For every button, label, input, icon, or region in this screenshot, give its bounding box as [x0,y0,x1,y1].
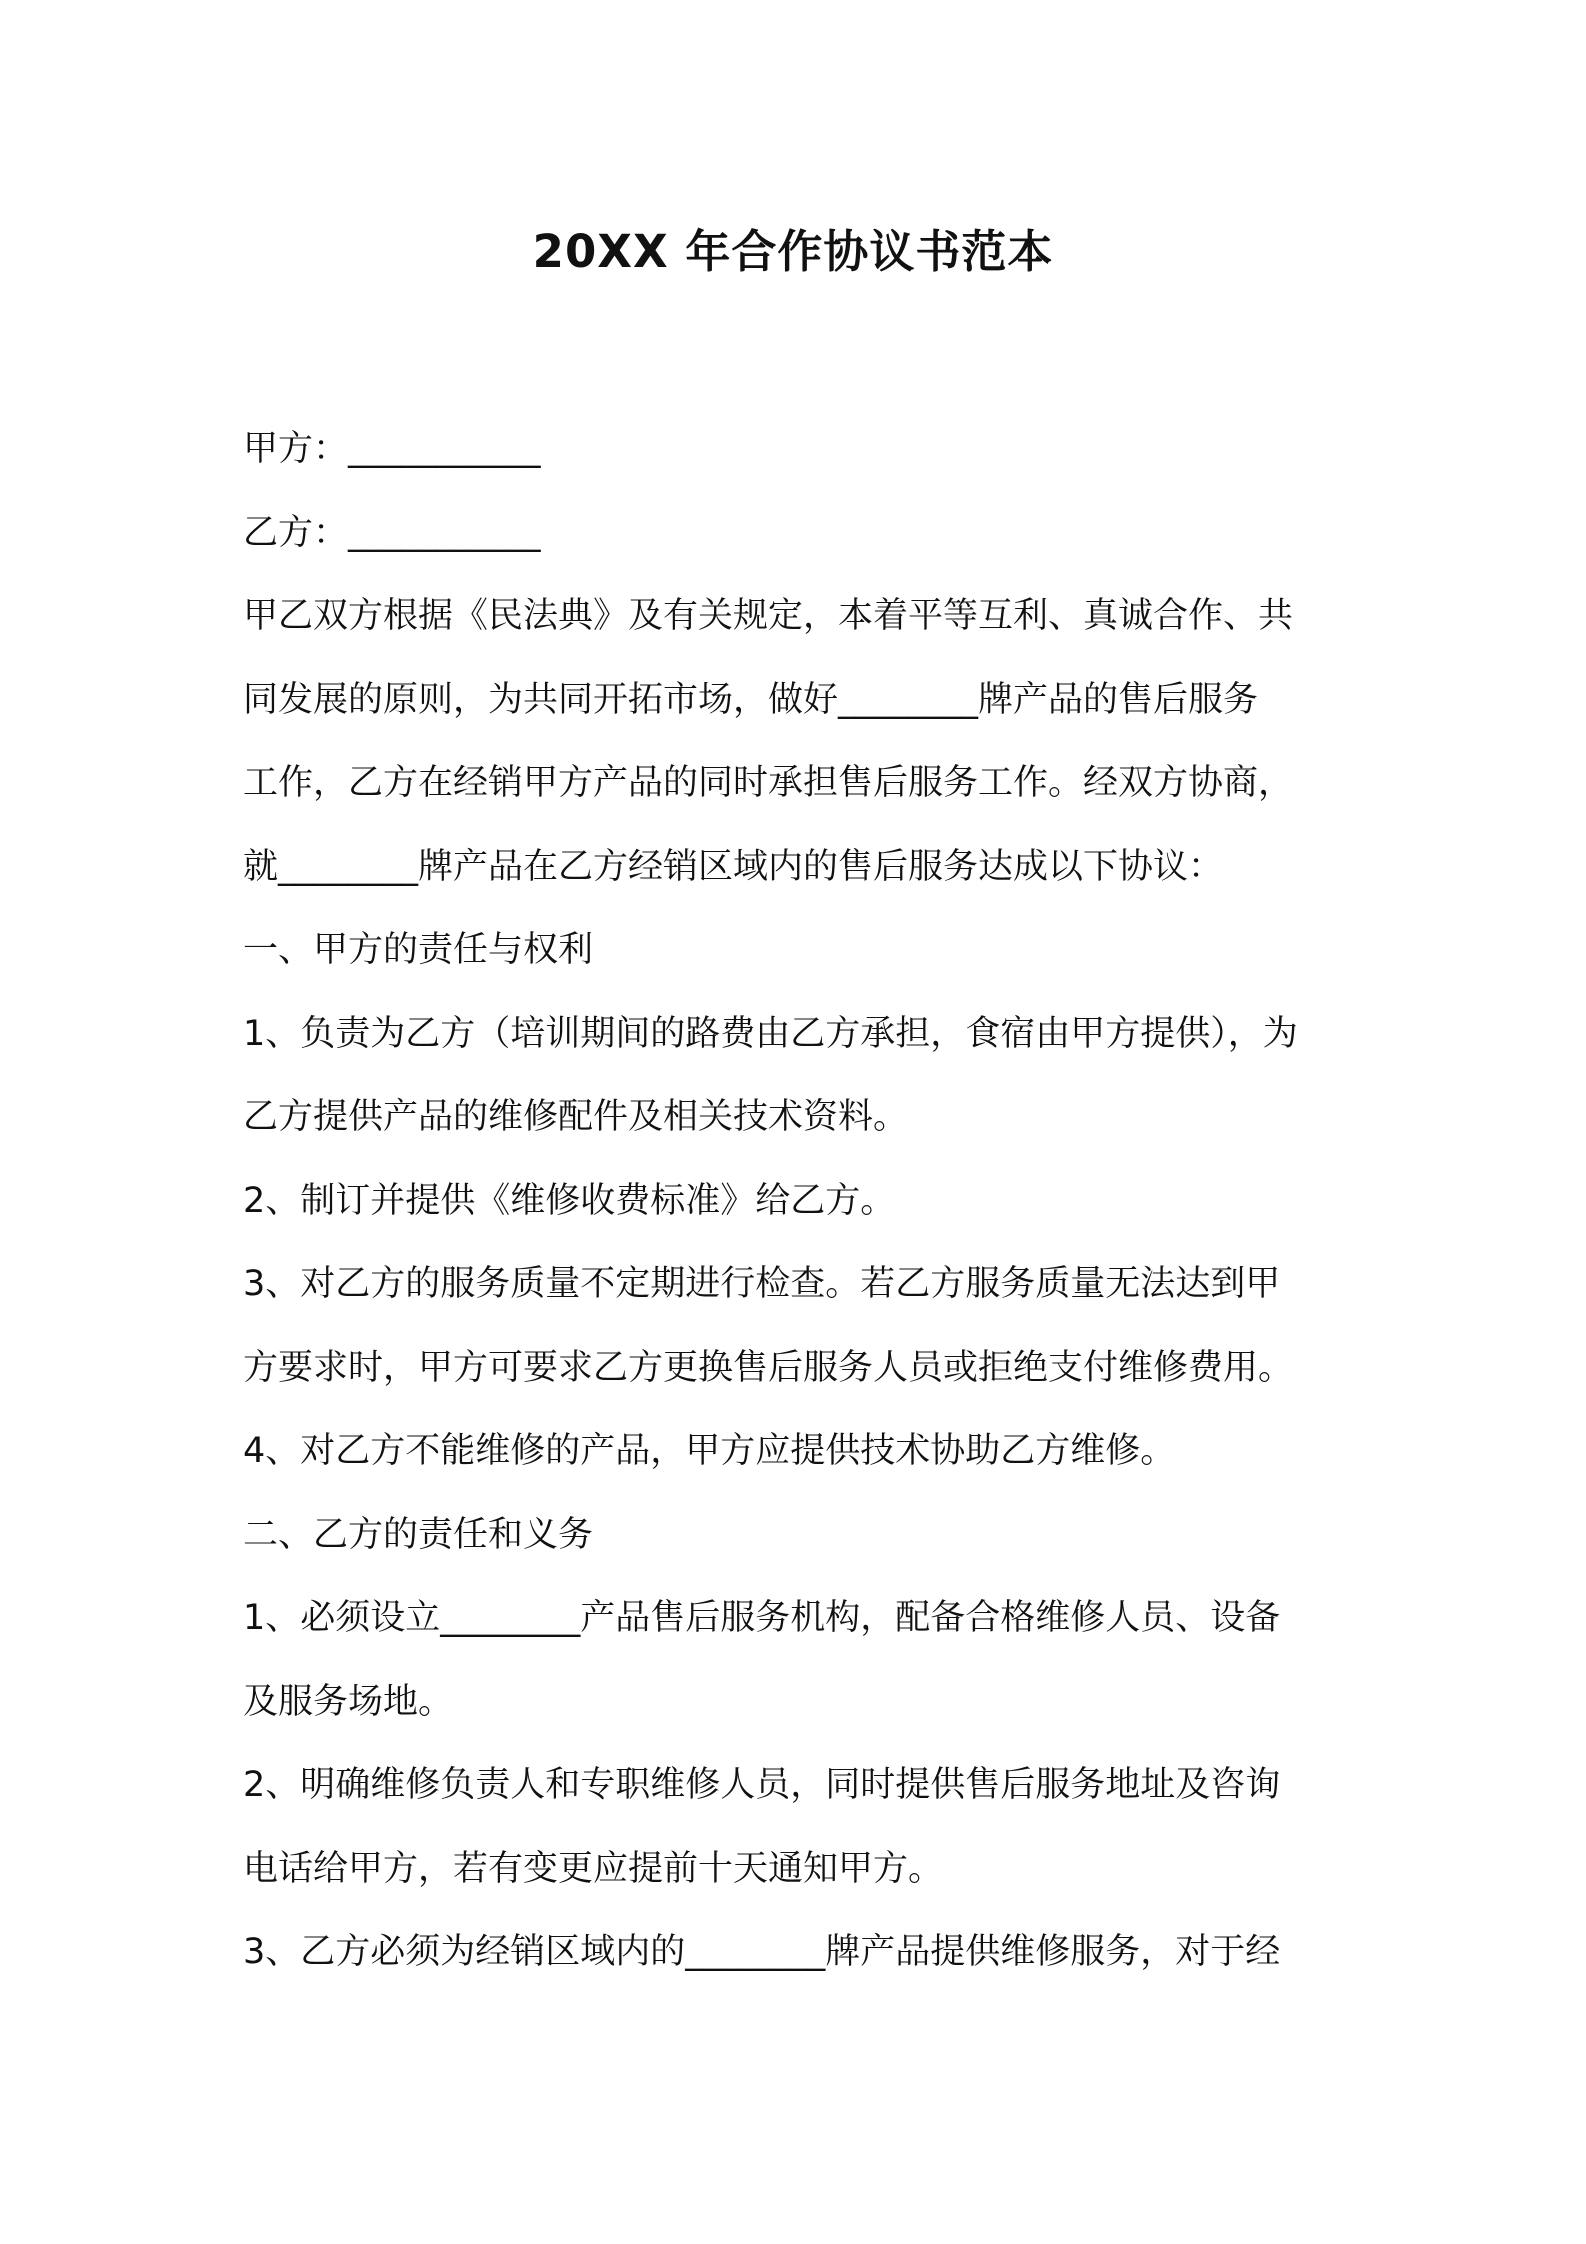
clause-1-1-line-2: 乙方提供产品的维修配件及相关技术资料。 [243,1097,909,1137]
clause-2-1-line-1: 1、必须设立________产品售后服务机构，配备合格维修人员、设备 [243,1598,1281,1638]
party-a-line: 甲方：___________ [243,429,541,469]
party-b-line: 乙方：___________ [243,512,541,553]
preamble-line-1: 甲乙双方根据《民法典》及有关规定，本着平等互利、真诚合作、共 [243,596,1294,636]
clause-2-2-line-1: 2、明确维修负责人和专职维修人员，同时提供售后服务地址及咨询 [243,1765,1281,1805]
preamble-line-4: 就________牌产品在乙方经销区域内的售后服务达成以下协议： [243,846,1224,887]
clause-1-3-line-1: 3、对乙方的服务质量不定期进行检查。若乙方服务质量无法达到甲 [243,1264,1281,1304]
clause-2-2-line-2: 电话给甲方，若有变更应提前十天通知甲方。 [243,1848,944,1889]
document-title: 20XX 年合作协议书范本 [532,225,1054,278]
preamble-line-3: 工作，乙方在经销甲方产品的同时承担售后服务工作。经双方协商， [243,763,1294,803]
section-heading-2: 二、乙方的责任和义务 [243,1514,594,1555]
clause-1-2: 2、制订并提供《维修收费标准》给乙方。 [243,1180,896,1221]
clause-2-3-line-1: 3、乙方必须为经销区域内的________牌产品提供维修服务，对于经 [243,1932,1281,1972]
document-body [243,408,1353,1995]
clause-1-3-line-2: 方要求时，甲方可要求乙方更换售后服务人员或拒绝支付维修费用。 [243,1347,1294,1388]
section-heading-1: 一、甲方的责任与权利 [243,930,594,970]
clause-1-1-line-1: 1、负责为乙方（培训期间的路费由乙方承担，食宿由甲方提供），为 [243,1013,1298,1054]
preamble-line-2: 同发展的原则，为共同开拓市场，做好________牌产品的售后服务 [243,679,1259,720]
clause-1-4: 4、对乙方不能维修的产品，甲方应提供技术协助乙方维修。 [243,1431,1176,1471]
clause-2-1-line-2: 及服务场地。 [243,1681,454,1722]
